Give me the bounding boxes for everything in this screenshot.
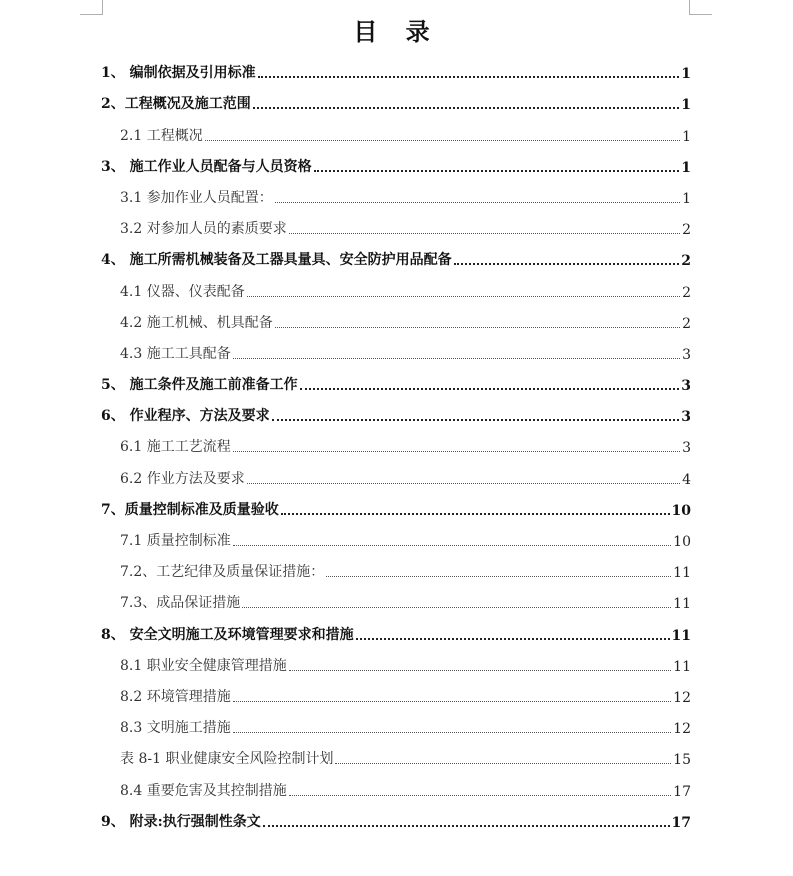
toc-entry[interactable] [101, 273, 691, 304]
toc-entry[interactable] [101, 679, 691, 710]
toc-entry-page-number: 17 [671, 814, 691, 831]
toc-entry-text: 2.1 工程概况 [120, 127, 203, 144]
toc-leader-dots [281, 513, 670, 515]
toc-entry-text: 7.1 质量控制标准 [120, 533, 231, 549]
toc-entry-text: 3.2 对参加人员的素质要求 [120, 221, 287, 238]
toc-entry-page-number: 3 [682, 440, 691, 457]
toc-entry-text: 4.2 施工机械、机具配备 [120, 314, 273, 331]
toc-entry-page-number: 2 [682, 315, 691, 332]
toc-entry-page-number: 3 [681, 409, 691, 426]
toc-entry[interactable] [101, 398, 691, 429]
toc-entry-page-number: 11 [671, 627, 691, 644]
toc-entry[interactable] [101, 180, 691, 211]
toc-entry[interactable] [101, 554, 691, 585]
toc-entry-page-number: 2 [681, 253, 691, 270]
toc-entry-text: 7、质量控制标准及质量验收 [101, 501, 279, 518]
toc-leader-dots [258, 76, 680, 78]
toc-entry[interactable] [101, 242, 691, 273]
toc-title: 目 录 [353, 17, 440, 46]
toc-entry-page-number: 1 [682, 190, 691, 207]
toc-leader-dots [263, 825, 670, 827]
toc-entry-text: 4.3 施工工具配备 [120, 345, 231, 362]
toc-entry[interactable] [101, 460, 691, 491]
toc-entry[interactable] [101, 336, 691, 367]
toc-entry-text: 8.1 职业安全健康管理措施 [120, 657, 287, 674]
toc-leader-dots [233, 701, 671, 702]
toc-entry[interactable] [101, 772, 691, 803]
toc-leader-dots [247, 296, 680, 297]
toc-leader-dots [300, 388, 680, 390]
toc-entry-page-number: 12 [673, 721, 691, 738]
toc-entry-text: 3、 施工作业人员配备与人员资格 [101, 158, 312, 175]
toc-entry-page-number: 1 [681, 66, 691, 83]
toc-entry-text: 3.1 参加作业人员配置： [120, 189, 273, 206]
toc-entry-text: 6.1 施工工艺流程 [120, 439, 231, 456]
toc-entry-text: 4.1 仪器、仪表配备 [120, 283, 245, 300]
toc-entry-page-number: 1 [682, 128, 691, 145]
toc-leader-dots [289, 233, 680, 234]
toc-entry[interactable] [101, 305, 691, 336]
toc-entry-page-number: 10 [671, 502, 691, 519]
toc-entry[interactable] [101, 211, 691, 242]
toc-leader-dots [272, 419, 680, 421]
toc-entry-text: 8.3 文明施工措施 [120, 720, 231, 737]
toc-entry[interactable] [101, 616, 691, 647]
toc-entry[interactable] [101, 86, 691, 117]
toc-entry-page-number: 2 [682, 284, 691, 301]
toc-entry[interactable] [101, 804, 691, 835]
toc-entry[interactable] [101, 149, 691, 180]
toc-entry-page-number: 15 [673, 752, 691, 769]
toc-entry[interactable] [101, 585, 691, 616]
toc-entry-text: 7.3、成品保证措施 [120, 595, 241, 612]
toc-leader-dots [454, 263, 680, 265]
toc-entry-text: 7.2、工艺纪律及质量保证措施： [120, 564, 325, 581]
toc-entry-page-number: 10 [673, 534, 691, 550]
toc-entry[interactable] [101, 117, 691, 148]
toc-entry-page-number: 1 [681, 159, 691, 176]
toc-leader-dots [253, 107, 680, 109]
toc-leader-dots [314, 170, 680, 172]
toc-leader-dots [242, 607, 671, 608]
toc-entry-page-number: 11 [673, 596, 691, 613]
toc-entry-text: 8.4 重要危害及其控制措施 [120, 782, 287, 799]
toc-entry-text: 5、 施工条件及施工前准备工作 [101, 377, 298, 394]
toc-entry-page-number: 11 [673, 658, 691, 675]
toc-entry[interactable] [101, 741, 691, 772]
toc-entry-text: 1、 编制依据及引用标准 [101, 65, 256, 82]
toc-leader-dots [233, 545, 671, 546]
toc-entry-page-number: 12 [673, 689, 691, 706]
toc-leader-dots [205, 140, 680, 141]
toc-leader-dots [275, 202, 680, 203]
toc-entry[interactable] [101, 367, 691, 398]
toc-leader-dots [247, 483, 680, 484]
toc-entry-text: 8、 安全文明施工及环境管理要求和措施 [101, 626, 354, 643]
toc-entry-text: 表 8-1 职业健康安全风险控制计划 [120, 751, 334, 768]
toc-entry[interactable] [101, 648, 691, 679]
toc-entry-text: 6、 作业程序、方法及要求 [101, 408, 270, 425]
toc-leader-dots [356, 638, 670, 640]
toc-entry-page-number: 3 [682, 346, 691, 363]
toc-entry-page-number: 2 [682, 222, 691, 239]
toc-leader-dots [326, 576, 671, 577]
toc-leader-dots [275, 327, 680, 328]
toc-leader-dots [233, 451, 680, 452]
toc-entry[interactable] [101, 55, 691, 86]
toc-entry-page-number: 11 [673, 565, 691, 582]
toc-leader-dots [233, 358, 680, 359]
toc-entry-page-number: 17 [673, 783, 691, 800]
toc-leader-dots [289, 670, 671, 671]
toc-entry-text: 2、工程概况及施工范围 [101, 96, 251, 113]
toc-entry[interactable] [101, 429, 691, 460]
toc-leader-dots [233, 732, 671, 733]
toc-entry-page-number: 1 [681, 97, 691, 114]
toc-leader-dots [335, 763, 671, 764]
toc-entry-text: 8.2 环境管理措施 [120, 688, 231, 705]
toc-entry-page-number: 3 [681, 378, 691, 395]
toc-entry-page-number: 4 [682, 471, 691, 488]
toc-entry[interactable] [101, 523, 691, 554]
table-of-contents [101, 55, 691, 835]
toc-entry-text: 6.2 作业方法及要求 [120, 470, 245, 487]
toc-leader-dots [289, 795, 671, 796]
toc-entry-text: 9、 附录:执行强制性条文 [101, 813, 261, 830]
toc-entry[interactable] [101, 710, 691, 741]
toc-entry[interactable] [101, 492, 691, 523]
toc-entry-text: 4、 施工所需机械装备及工器具量具、安全防护用品配备 [101, 252, 452, 269]
